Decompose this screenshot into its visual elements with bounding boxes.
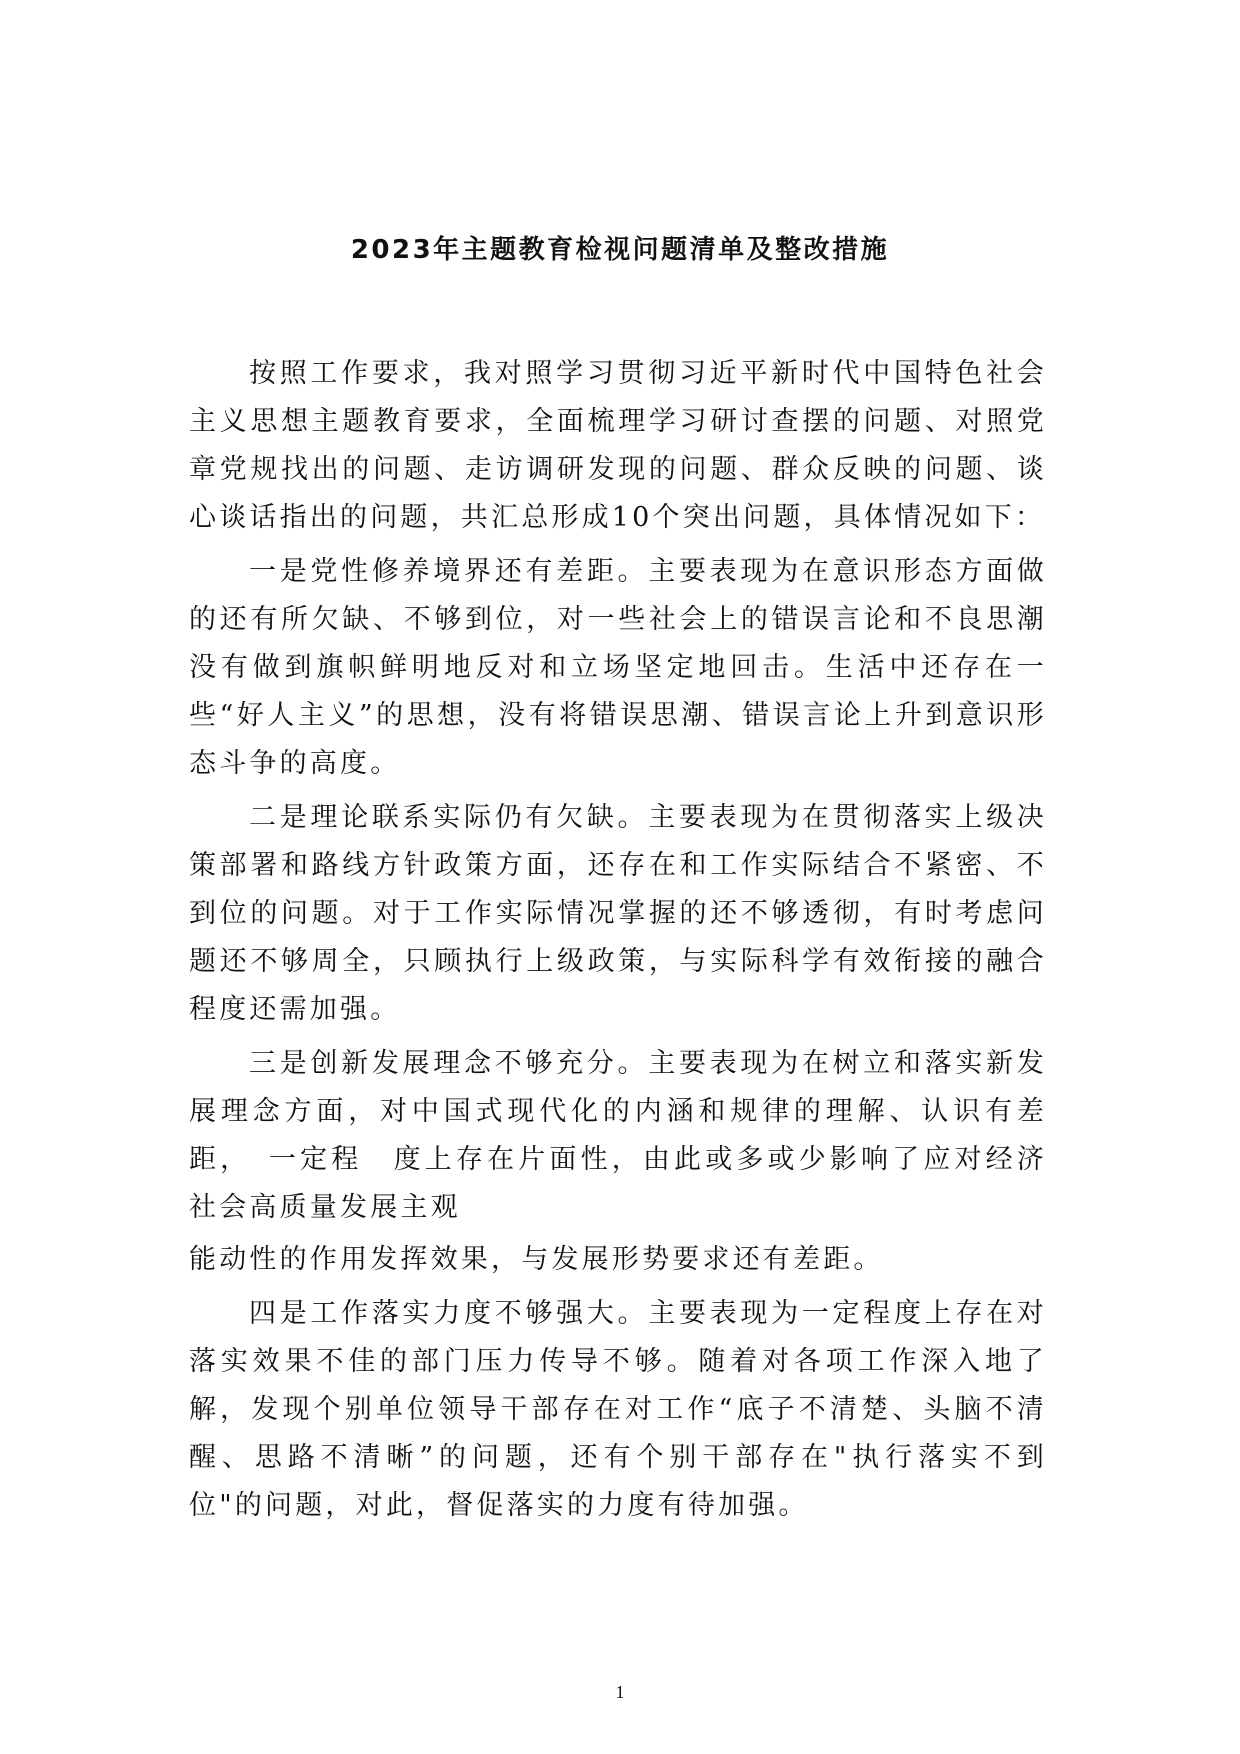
paragraph-intro: 按照工作要求，我对照学习贯彻习近平新时代中国特色社会主义思想主题教育要求，全面梳理学习研讨查摆的问题、对照党章党规找出的问题、走访调研发现的问题、群众反映的问题、谈心谈话指出的问题，共汇总形成10个突出问题，具体情况如下： [189,358,1047,533]
page-number: 1 [615,1682,625,1702]
paragraph-issue-4: 四是工作落实力度不够强大。主要表现为一定程度上存在对落实效果不佳的部门压力传导不够。随着对各项工作深入地了解，发现个别单位领导干部存在对工作“底子不清楚、头脑不清醒、思路不清晰”的问题，还有个别干部存在"执行落实不到位"的问题，对此，督促落实的力度有待加强。 [189,1298,1047,1521]
paragraph-issue-3: 三是创新发展理念不够充分。主要表现为在树立和落实新发展理念方面，对中国式现代化的内涵和规律的理解、认识有差距， 一定程 度上存在片面性，由此或多或少影响了应对经济社会高质量发展主观 [189,1048,1047,1223]
paragraph-issue-1: 一是党性修养境界还有差距。主要表现为在意识形态方面做的还有所欠缺、不够到位，对一些社会上的错误言论和不良思潮没有做到旗帜鲜明地反对和立场坚定地回击。生活中还存在一些“好人主义”的思想，没有将错误思潮、错误言论上升到意识形态斗争的高度。 [189,556,1047,779]
document-body [189,350,1047,1536]
document-title: 2023年主题教育检视问题清单及整改措施 [350,235,890,265]
paragraph-issue-2: 二是理论联系实际仍有欠缺。主要表现为在贯彻落实上级决策部署和路线方针政策方面，还存在和工作实际结合不紧密、不到位的问题。对于工作实际情况掌握的还不够透彻，有时考虑问题还不够周全，只顾执行上级政策，与实际科学有效衔接的融合程度还需加强。 [189,802,1047,1025]
paragraph-issue-3-continued: 能动性的作用发挥效果，与发展形势要求还有差距。 [189,1244,884,1275]
